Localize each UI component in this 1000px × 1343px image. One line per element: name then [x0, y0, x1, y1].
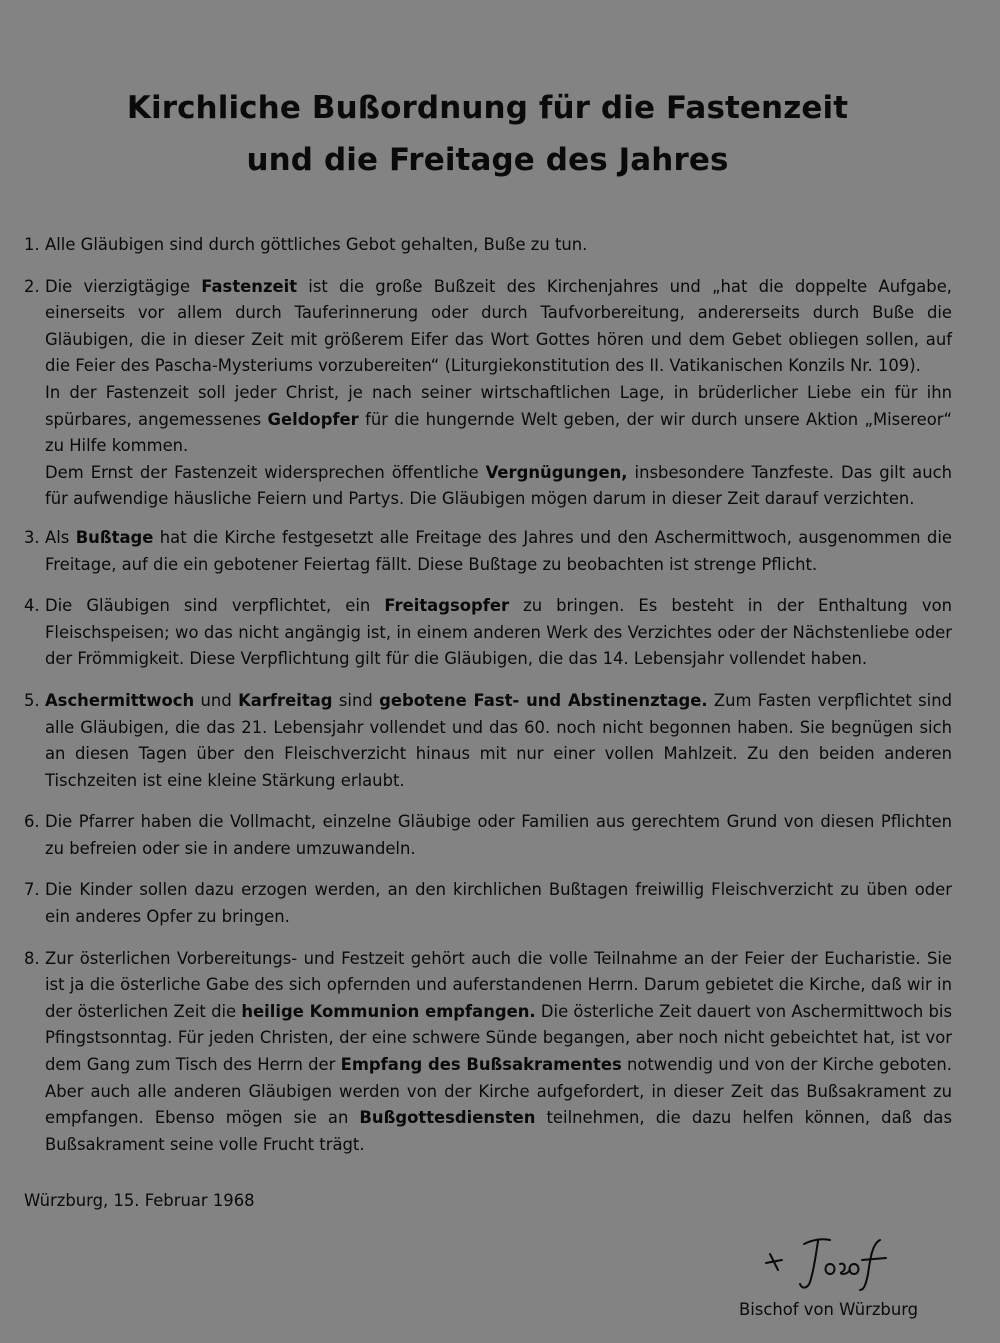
text-run: Die Kinder sollen dazu erzogen werden, an den kirchlichen Bußtagen freiwillig Fleischverzicht zu üben oder ein anderes Opfer zu bringen. [45, 880, 952, 927]
emphasized-term: Bußgottesdiensten [359, 1108, 536, 1128]
signature-image [756, 1230, 906, 1294]
item-number: 2. [24, 276, 40, 296]
text-run: In der Fastenzeit soll jeder Christ, je nach seiner wirtschaftlichen Lage, in brüderlicher Liebe ein für ihn spürbares, angemessenes [45, 382, 952, 429]
emphasized-term: Empfang des Bußsakramentes [340, 1055, 622, 1075]
text-run: für die hungernde Welt geben, der wir durch unsere Aktion „Misereor“ zu Hilfe kommen. [45, 409, 952, 456]
item-number: 6. [24, 812, 40, 832]
text-run: Zur österlichen Vorbereitungs- und Festzeit gehört auch die volle Teilnahme an der Feier der Eucharistie. Sie ist ja die österliche Gabe des sich opfernden und auferstandenen Herrn. Darum gebietet die Kirche, daß wir in der österlichen Zeit die [45, 948, 952, 1021]
text-run: notwendig und von der Kirche geboten. Aber auch alle anderen Gläubigen werden von der Kirche aufgefordert, in dieser Zeit das Bußsakrament zu empfangen. Ebenso mögen sie an [45, 1055, 952, 1128]
text-run: Als [45, 527, 76, 547]
ordinance-list [24, 232, 952, 1158]
text-run: insbesondere Tanzfeste. Das gilt auch für aufwendige häusliche Feiern und Partys. Die Gläubigen mögen darum in dieser Zeit darauf verzichten. [45, 462, 952, 509]
ordinance-item [24, 877, 952, 930]
item-paragraph [45, 232, 952, 259]
text-run: hat die Kirche festgesetzt alle Freitage des Jahres und den Aschermittwoch, ausgenommen die Freitage, auf die ein gebotener Feiertag fällt. Diese Bußtage zu beobachten ist strenge Pflicht. [45, 527, 952, 574]
place-date: Würzburg, 15. Februar 1968 [24, 1191, 255, 1210]
text-run: Dem Ernst der Fastenzeit widersprechen öffentliche [45, 462, 486, 482]
text-run: teilnehmen, die dazu helfen können, daß das Bußsakrament seine volle Frucht trägt. [45, 1108, 952, 1154]
ordinance-item [24, 593, 952, 673]
emphasized-term: heilige Kommunion empfangen. [241, 1001, 536, 1021]
item-text [45, 688, 952, 794]
item-paragraph [45, 688, 952, 794]
item-text [45, 593, 952, 673]
title-line-2: und die Freitage des Jahres [246, 142, 729, 178]
item-number: 4. [24, 596, 40, 616]
item-text [45, 232, 952, 259]
item-paragraph [45, 946, 952, 1159]
ordinance-item [24, 525, 952, 578]
title-line-1: Kirchliche Bußordnung für die Fastenzeit [126, 90, 849, 126]
signer-title: Bischof von Würzburg [739, 1300, 919, 1319]
emphasized-term: Freitagsopfer [384, 596, 510, 616]
text-run: Zum Fasten verpflichtet sind alle Gläubigen, die das 21. Lebensjahr vollendet und das 60. noch nicht begonnen haben. Sie begnügen sich an diesen Tagen über den Fleischverzicht hinaus mit nur einer vollen Mahlzeit. Zu den beiden anderen Tischzeiten ist eine kleine Stärkung erlaubt. [45, 690, 952, 790]
item-paragraph [45, 460, 952, 513]
item-paragraph [45, 877, 952, 930]
item-text [45, 946, 952, 1159]
ordinance-item [24, 809, 952, 862]
item-number: 8. [24, 948, 40, 968]
text-run: Die vierzigtägige [45, 276, 202, 296]
item-paragraph [45, 809, 952, 862]
ordinance-item [24, 232, 952, 259]
emphasized-term: Geldopfer [267, 409, 359, 429]
item-number: 7. [24, 880, 40, 900]
text-run: ist die große Bußzeit des Kirchenjahres und „hat die doppelte Aufgabe, einerseits vor allem durch Tauferinnerung oder durch Taufvorbereitung, andererseits durch Buße die Gläubigen, die in dieser Zeit mit größerem Eifer das Wort Gottes hören und dem Gebet obliegen sollen, auf die Feier des Pascha-Mysteriums vorzubereiten“ (Liturgiekonstitution des II. Vatikanischen Konzils Nr. 109). [45, 276, 952, 376]
item-number: 1. [24, 235, 40, 254]
item-text [45, 525, 952, 578]
text-run: sind [332, 690, 380, 710]
item-number: 3. [24, 527, 40, 547]
ordinance-item [24, 946, 952, 1159]
document-title [0, 82, 975, 186]
item-paragraph [45, 274, 952, 380]
item-text [45, 809, 952, 862]
emphasized-term: Karfreitag [238, 690, 333, 710]
item-text [45, 274, 952, 513]
item-paragraph [45, 380, 952, 460]
text-run: Alle Gläubigen sind durch göttliches Gebot gehalten, Buße zu tun. [45, 235, 588, 254]
text-run: Die Gläubigen sind verpflichtet, ein [45, 596, 385, 616]
emphasized-term: Fastenzeit [201, 276, 298, 296]
emphasized-term: Bußtage [75, 527, 154, 547]
item-paragraph [45, 525, 952, 578]
emphasized-term: Aschermittwoch [45, 690, 195, 710]
ordinance-item [24, 274, 952, 513]
emphasized-term: gebotene Fast- und Abstinenztage. [379, 690, 708, 710]
item-number: 5. [24, 690, 40, 710]
text-run: und [194, 690, 239, 710]
item-paragraph [45, 593, 952, 673]
ordinance-item [24, 688, 952, 794]
text-run: Die Pfarrer haben die Vollmacht, einzelne Gläubige oder Familien aus gerechtem Grund von diesen Pflichten zu befreien oder sie in andere umzuwandeln. [45, 812, 952, 858]
text-run: zu bringen. Es besteht in der Enthaltung von Fleischspeisen; wo das nicht angängig ist, in einem anderen Werk des Verzichtes oder der Nächstenliebe oder der Frömmigkeit. Diese Verpflichtung gilt für die Gläubigen, die das 14. Lebensjahr vollendet haben. [45, 596, 952, 669]
emphasized-term: Vergnügungen, [485, 462, 628, 482]
text-run: Die österliche Zeit dauert von Aschermittwoch bis Pfingstsonntag. Für jeden Christen, der eine schwere Sünde begangen, aber noch nicht gebeichtet hat, ist vor dem Gang zum Tisch des Herrn der [45, 1001, 952, 1075]
item-text [45, 877, 952, 930]
